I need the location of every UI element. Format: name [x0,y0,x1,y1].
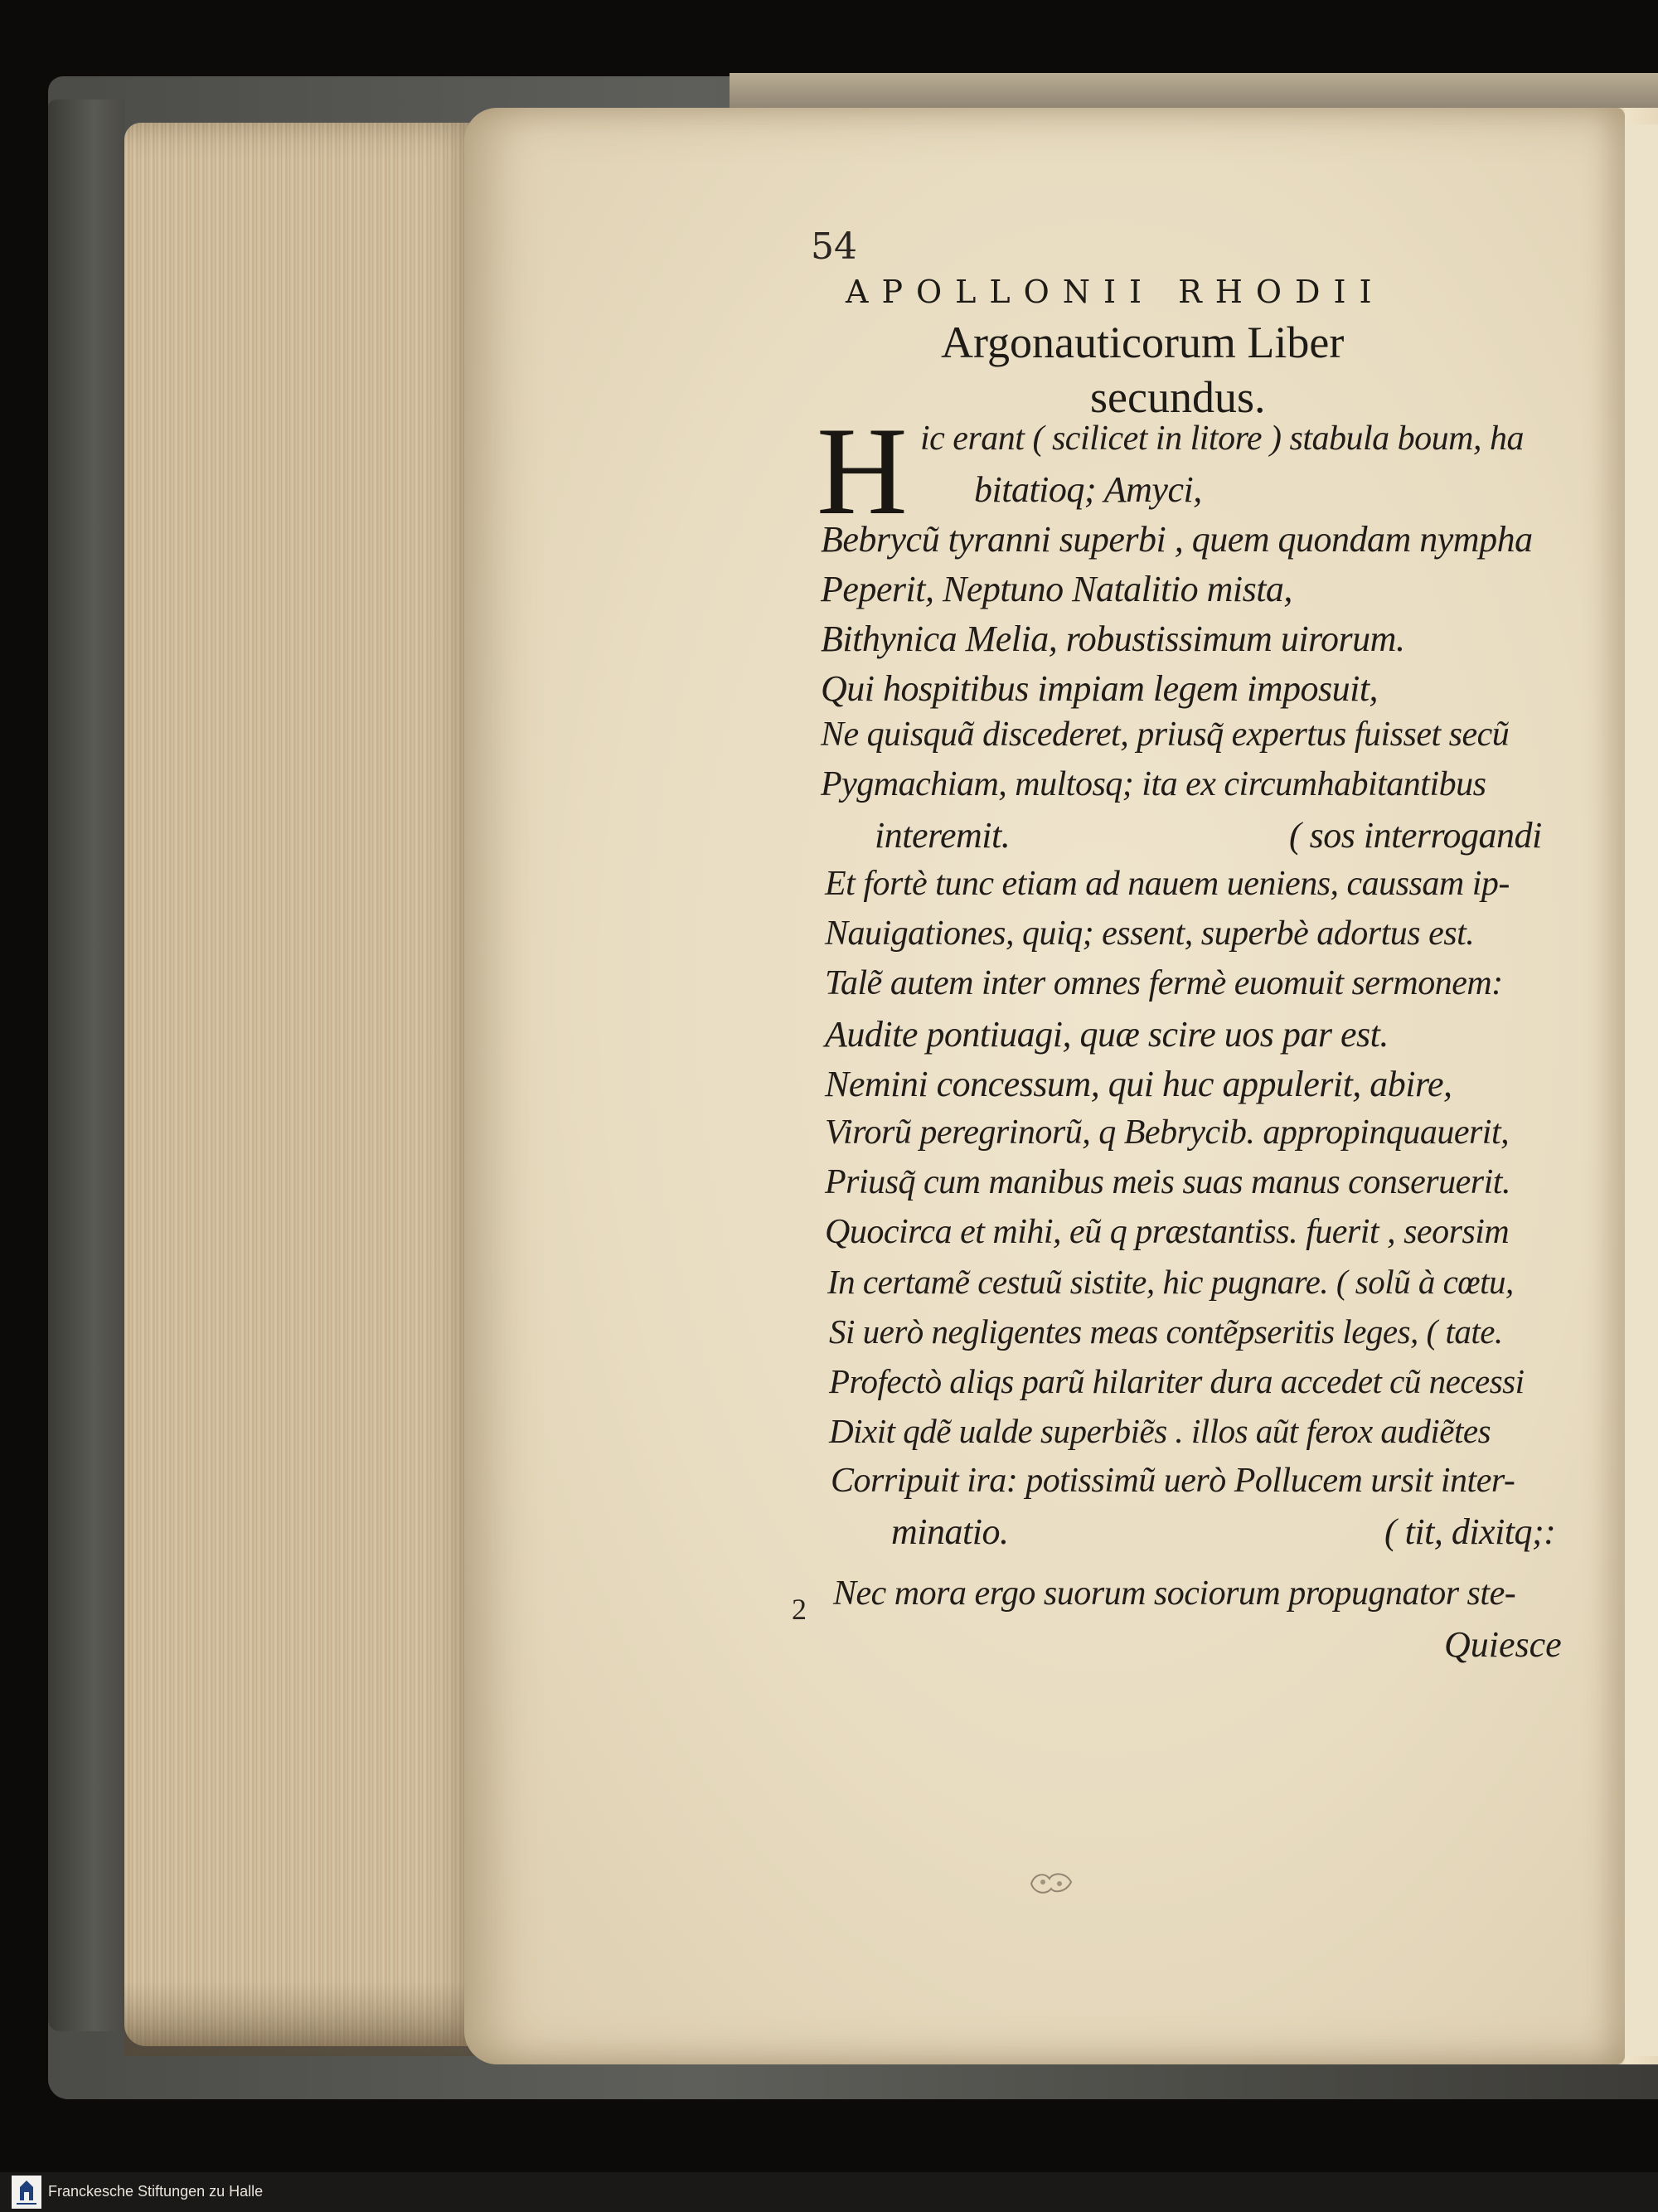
facing-page-edge [1623,124,1658,2056]
library-stamp-mark [1026,1867,1076,1900]
text-line: Si uerò negligentes meas contẽpseritis leges, ( tate. [829,1312,1503,1351]
text-line: Pygmachiam, multosq; ita ex circumhabitantibus [821,765,1486,803]
text-line: minatio. [891,1511,1009,1552]
text-line: Dixit qdẽ ualde superbiẽs . illos aũt ferox audiẽtes [829,1412,1491,1450]
text-line: Profectò aliqs parũ hilariter dura accedet cũ necessi [829,1362,1525,1400]
marginal-number: 2 [792,1593,807,1626]
footer-bar [0,2172,1658,2212]
page-number: 54 [811,226,857,268]
text-line: interemit. [875,815,1011,856]
text-line: Corripuit ira: potissimũ uerò Pollucem ursit inter- [831,1462,1515,1500]
text-line: Bithynica Melia, robustissimum uirorum. [821,618,1405,659]
text-line: Nauigationes, quiq; essent, superbè adortus est. [825,914,1475,953]
text-line: Nec mora ergo suorum sociorum propugnator ste- [833,1574,1516,1613]
institution-name[interactable]: Franckesche Stiftungen zu Halle [48,2183,264,2200]
text-line: In certamẽ cestuũ sistite, hic pugnare. ( solũ à cœtu, [827,1263,1514,1301]
text-line: Virorũ peregrinorũ, q Bebrycib. appropinquauerit, [825,1113,1510,1152]
book-subtitle: secundus. [1090,372,1266,422]
text-line: bitatioq; Amyci, [974,469,1202,510]
book-title: Argonauticorum Liber [941,318,1345,367]
text-line: ic erant ( scilicet in litore ) stabula boum, ha [920,420,1525,458]
text-line: ( sos interrogandi [1289,815,1542,856]
page-stack-fore-edge [124,123,489,2046]
drop-capital: H [817,401,908,541]
text-line: Peperit, Neptuno Natalitio mista, [821,569,1292,609]
text-line: Priusq̃ cum manibus meis suas manus conseruerit. [825,1163,1510,1201]
book-spine-edge [48,99,124,2031]
text-line: Quocirca et mihi, eũ q præstantiss. fuerit , seorsim [825,1213,1510,1251]
running-title: APOLLONII RHODII [846,274,1385,310]
text-line: Bebrycũ tyranni superbi , quem quondam nympha [821,519,1533,560]
text-line: Et fortè tunc etiam ad nauem ueniens, caussam ip- [825,865,1510,903]
text-line: ( tit, dixitq;: [1384,1511,1556,1552]
text-line: Nemini concessum, qui huc appulerit, abire, [825,1064,1452,1104]
cover-top-edge [730,73,1658,111]
text-line: Qui hospitibus impiam legem imposuit, [821,668,1379,709]
catchword: Quiesce [1444,1624,1562,1665]
text-line: Ne quisquã discederet, priusq̃ expertus fuisset secũ [821,716,1510,754]
text-line: Talẽ autem inter omnes fermè euomuit sermonem: [825,964,1503,1002]
institution-logo-icon[interactable] [12,2176,41,2209]
page-stack-shadow [124,1982,506,2056]
text-line: Audite pontiuagi, quæ scire uos par est. [825,1014,1389,1055]
